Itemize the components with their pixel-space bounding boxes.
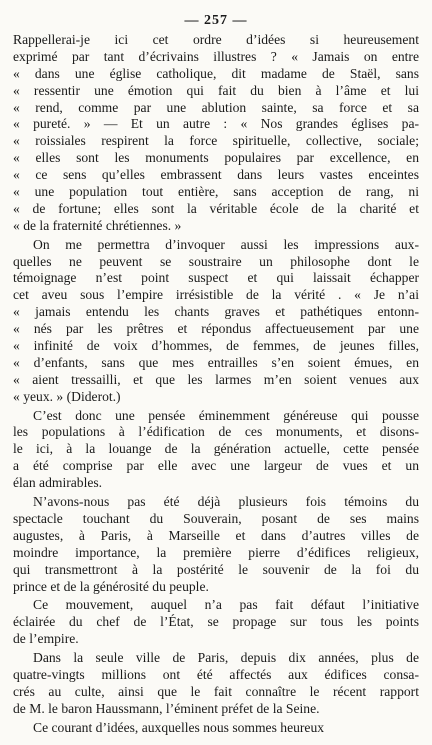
text-line: prince et de la générosité du peuple. — [13, 578, 209, 594]
text-line: « roissiales respirent la force spirituelle, collective, sociale; — [13, 133, 419, 149]
text-line: « nés par les prêtres et répondus affectueusement par une — [13, 321, 419, 337]
text-line: « dans une église catholique, dit madame de Staël, sans — [13, 65, 419, 81]
text-line: exprimé par tant d’écrivains illustres ? « Jamais on entre — [13, 48, 419, 64]
text-line: Rappellerai-je ici cet ordre d’idées si heureusement — [13, 32, 419, 47]
text-line: « ressentir une émotion qui fait du bien à l’âme et lui — [13, 82, 419, 98]
text-line: On me permettra d’invoquer aussi les impressions aux- — [33, 236, 419, 252]
text-line: C’est donc une pensée éminemment généreuse qui pousse — [33, 407, 419, 423]
text-line: témoignage n’est point suspect et qui laissait échapper — [13, 270, 419, 286]
text-line: « rend, comme par une ablution sainte, sa force et sa — [13, 99, 419, 115]
text-line: quatre-vingts millions ont été affectés aux édifices consa- — [13, 666, 419, 682]
paragraph-6 — [13, 650, 419, 718]
text-line: « ce sens qu’elles embrassent dans leurs vastes enceintes — [13, 167, 419, 183]
text-line: « pureté. » — Et un autre : « Nos grandes églises pa- — [13, 116, 419, 132]
text-line: augustes, à Paris, à Marseille et dans d’autres villes de — [13, 527, 419, 543]
text-line: moindre importance, la première pierre d’édifices religieux, — [13, 544, 419, 560]
text-line: le ici, à la louange de la génération actuelle, cette pensée — [13, 441, 419, 457]
paragraph-3 — [13, 408, 419, 492]
text-line: « une population tout entière, sans acception de rang, ni — [13, 184, 419, 200]
paragraph-2 — [13, 237, 419, 406]
text-line: éclairée du chef de l’État, se propage sur tous les points — [13, 614, 419, 630]
paragraph-1 — [13, 32, 419, 235]
text-line: qui transmettront à la postérité le souvenir de la foi du — [13, 561, 419, 577]
text-line: « infinité de voix d’hommes, de femmes, de jeunes filles, — [13, 338, 419, 354]
text-line: quelles ne peuvent se soustraire un philosophe dont le — [13, 253, 419, 269]
text-line: « yeux. » (Diderot.) — [13, 388, 121, 404]
text-line: « aient tressailli, et que les larmes m’en soient venues aux — [13, 371, 419, 387]
text-line: N’avons-nous pas été déjà plusieurs fois témoins du — [33, 494, 419, 510]
text-line: Dans la seule ville de Paris, depuis dix années, plus de — [33, 650, 419, 666]
body-text — [13, 32, 419, 737]
text-line: « d’enfants, sans que mes entrailles s’en soient émues, en — [13, 354, 419, 370]
text-line: cet aveu sous l’empire irrésistible de la vérité . « Je n’ai — [13, 287, 419, 303]
paragraph-4 — [13, 494, 419, 595]
text-line: les populations à l’édification de ces monuments, et disons- — [13, 424, 419, 440]
text-line: Ce courant d’idées, auxquelles nous sommes heureux — [33, 719, 325, 735]
text-line: a été comprise par elle avec une largeur de vues et un — [13, 458, 419, 474]
page-number: — 257 — — [184, 13, 248, 28]
text-line: élan admirables. — [13, 475, 103, 491]
paragraph-5 — [13, 597, 419, 648]
text-line: de l’empire. — [13, 631, 79, 647]
text-line: « elles sont les monuments populaires par excellence, en — [13, 150, 419, 166]
text-line: « de la fraternité chrétiennes. » — [13, 217, 182, 233]
cut-off-line — [13, 737, 419, 745]
text-line: crés au culte, ainsi que le fait connaître le récent rapport — [13, 683, 419, 699]
text-line: de M. le baron Haussmann, l’éminent préfet de la Seine. — [13, 700, 320, 716]
text-line: « de fortune; elles sont la véritable école de la charité et — [13, 200, 419, 216]
text-line: « jamais entendu les chants graves et pathétiques entonn- — [13, 304, 419, 320]
text-line: spectacle touchant du Souverain, posant de ses mains — [13, 510, 419, 526]
paragraph-7 — [13, 720, 419, 737]
text-line: Ce mouvement, auquel n’a pas fait défaut l’initiative — [33, 597, 419, 613]
